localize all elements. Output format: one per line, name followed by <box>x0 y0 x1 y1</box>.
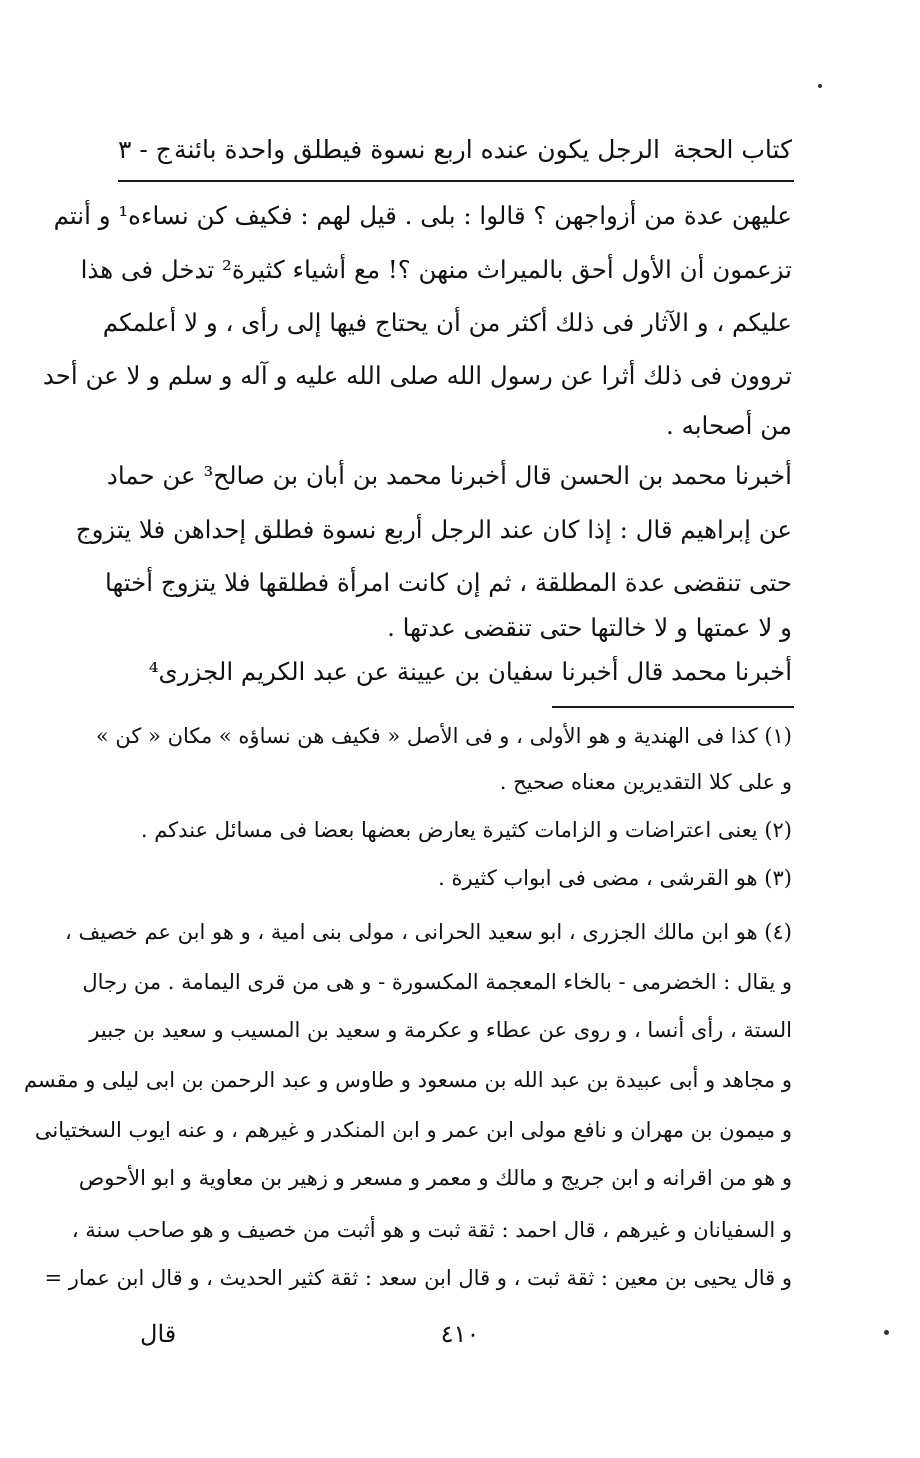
footnote-line: و مجاهد و أبى عبيدة بن عبد الله بن مسعود و طاوس و عبد الرحمن بن ابى ليلى و مقسم <box>23 1068 792 1092</box>
footnote-line: و هو من اقرانه و ابن جريج و مالك و معمر و مسعر و زهير بن معاوية و ابو الأحوص <box>78 1166 792 1190</box>
running-header <box>118 128 792 172</box>
catchword: قال <box>140 1320 177 1348</box>
footnote-line: و قال يحيى بن معين : ثقة ثبت ، و قال ابن سعد : ثقة كثير الحديث ، و قال ابن عمار = <box>44 1266 792 1290</box>
footnote-line: و على كلا التقديرين معناه صحيح . <box>499 770 792 794</box>
footnote-line: و السفيانان و غيرهم ، قال احمد : ثقة ثبت و هو أثبت من خصيف و هو صاحب سنة ، <box>71 1218 792 1242</box>
footnote-line: (٢) يعنى اعتراضات و الزامات كثيرة يعارض بعضها بعضا فى مسائل عندكم . <box>140 818 792 842</box>
text-line: تزعمون أن الأول أحق بالميراث منهن ؟! مع أشياء كثيرة² تدخل فى هذا <box>80 255 792 284</box>
text-line: تروون فى ذلك أثرا عن رسول الله صلى الله عليه و آله و سلم و لا عن أحد <box>42 361 792 390</box>
text-line: عليهن عدة من أزواجهن ؟ قالوا : بلى . قيل لهم : فكيف كن نساءه¹ و أنتم <box>53 201 792 230</box>
footnote-line: الستة ، رأى أنسا ، و روى عن عطاء و عكرمة و سعيد بن المسيب و سعيد بن جبير <box>89 1018 792 1042</box>
text-line: عليكم ، و الآثار فى ذلك أكثر من أن يحتاج فيها إلى رأى ، و لا أعلمكم <box>102 308 792 337</box>
footnote-line: و يقال : الخضرمى - بالخاء المعجمة المكسورة - و هى من قرى اليمامة . من رجال <box>82 970 792 994</box>
header-volume: ج - ٣ <box>118 135 172 164</box>
text-line: من أصحابه . <box>666 411 792 440</box>
footnote-divider <box>552 706 794 708</box>
page-number: ٤١٠ <box>440 1320 480 1348</box>
scan-speck <box>884 1330 889 1335</box>
text-line: حتى تنقضى عدة المطلقة ، ثم إن كانت امرأة فطلقها فلا يتزوج أختها <box>105 568 792 597</box>
footnote-line: (٣) هو القرشى ، مضى فى ابواب كثيرة . <box>438 866 792 890</box>
text-line: أخبرنا محمد بن الحسن قال أخبرنا محمد بن أبان بن صالح³ عن حماد <box>106 461 792 490</box>
text-line: عن إبراهيم قال : إذا كان عند الرجل أربع نسوة فطلق إحداهن فلا يتزوج <box>75 515 792 544</box>
text-line: أخبرنا محمد قال أخبرنا سفيان بن عيينة عن عبد الكريم الجزرى⁴ <box>148 657 792 686</box>
scan-speck <box>818 84 822 88</box>
header-book-title: كتاب الحجة <box>673 135 792 164</box>
text-line: و لا عمتها و لا خالتها حتى تنقضى عدتها . <box>387 613 792 642</box>
header-chapter-title: الرجل يكون عنده اربع نسوة فيطلق واحدة بائنة <box>174 135 660 164</box>
header-divider <box>118 180 794 182</box>
footnote-line: (٤) هو ابن مالك الجزرى ، ابو سعيد الحرانى ، مولى بنى امية ، و هو ابن عم خصيف ، <box>65 920 792 944</box>
footnote-line: و ميمون بن مهران و نافع مولى ابن عمر و ابن المنكدر و غيرهم ، و عنه ايوب السختيانى <box>34 1118 792 1142</box>
footnote-line: (١) كذا فى الهندية و هو الأولى ، و فى الأصل « فكيف هن نساؤه » مكان « كن » <box>95 724 792 748</box>
